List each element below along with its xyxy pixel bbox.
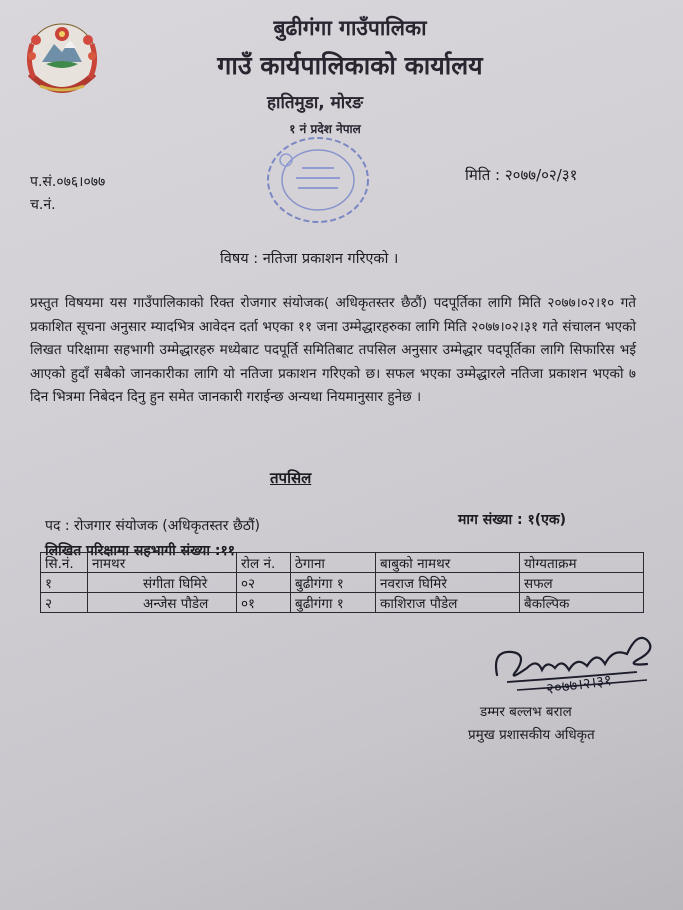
cell-name: संगीता घिमिरे [88,573,237,593]
header-roll: रोल नं. [237,553,291,573]
tapasil-heading: तपसिल [270,469,312,487]
cell-name: अन्जेस पौडेल [88,593,237,613]
municipality-emblem [20,14,104,104]
cell-address: बुढीगंगा १ [291,593,376,613]
header-municipality: बुढीगंगा गाउँपालिका [273,16,427,40]
demand-count: माग संख्या : १(एक) [458,512,567,528]
reference-number: प.सं.०७६।०७७ [30,174,106,190]
header-father-name: बाबुको नामथर [376,553,520,573]
cell-roll: ०१ [237,593,291,613]
cell-merit: सफल [520,573,644,593]
table-row [41,573,644,593]
cell-father-name: काशिराज पौडेल [376,593,520,613]
post-name: पद : रोजगार संयोजक (अधिकृतस्तर छैठौं) [45,518,260,534]
header-serial: सि.नं. [41,553,88,573]
participant-count: लिखित परिक्षामा सहभागी संख्या :११ [45,543,236,559]
cell-merit: बैकल्पिक [520,593,644,613]
header-address: हातिमुडा, मोरङ [267,93,363,113]
cell-serial: २ [41,593,88,613]
table-header-row [41,553,644,573]
header-address: ठेगाना [291,553,376,573]
body-paragraph: प्रस्तुत विषयमा यस गाउँपालिकाको रिक्त रोजगार संयोजक( अधिकृतस्तर छैठौं) पदपूर्तिका लागि मिति २०७७।०२।१० गते प्रकाशित सूचना अनुसार म्यादभित्र आवेदन दर्ता भएका ११ जना उम्मेद्धारहरुका लागि मिति २०७७।०२।३१ गते संचालन भएको लिखत परिक्षामा सहभागी उम्मेद्धारहरु मध्येबाट पदपूर्ति समितिबाट तपसिल अनुसार उम्मेद्धार पदपूर्तिका लागि सिफारिस भई आएको हुदाँ सबैको जानकारीका लागि यो नतिजा प्रकाशन गरिएको छ। सफल भएका उम्मेद्धारले नतिजा प्रकाशन भएको ७ दिन भित्रमा निबेदन दिनु हुन समेत जानकारी गराईन्छ अन्यथा नियमानुसार हुनेछ । [30,295,636,405]
header-province: १ नं प्रदेश नेपाल [289,122,361,136]
letter-date: मिति : २०७७/०२/३१ [465,166,578,184]
cell-father-name: नवराज घिमिरे [376,573,520,593]
cell-roll: ०२ [237,573,291,593]
header-merit: योग्यताक्रम [520,553,644,573]
results-table [40,552,644,613]
header-name: नामथर [88,553,237,573]
subject-line: विषय : नतिजा प्रकाशन गरिएको । [220,251,399,267]
table-row [41,593,644,613]
header-office: गाउँ कार्यपालिकाको कार्यालय [217,51,483,80]
office-stamp [258,130,378,230]
signatory-name: डम्मर बल्लभ बराल [480,704,572,720]
signature-date: २०७७।२।३१ [545,670,613,698]
dispatch-number: च.नं. [30,197,56,213]
cell-serial: १ [41,573,88,593]
signatory-title: प्रमुख प्रशासकीय अधिकृत [468,727,595,743]
signature [487,620,667,700]
cell-address: बुढीगंगा १ [291,573,376,593]
